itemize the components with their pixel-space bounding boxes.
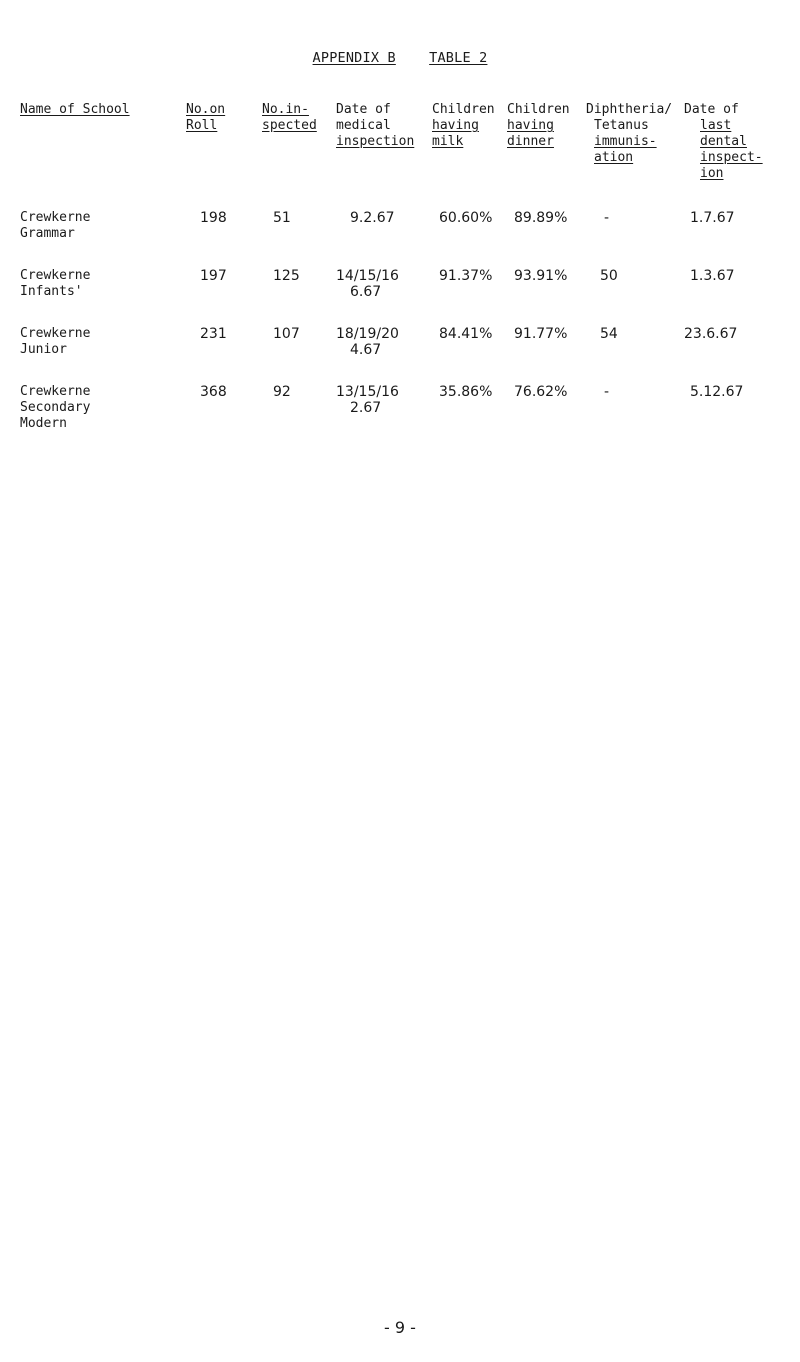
cell-inspected: 125 bbox=[273, 268, 300, 284]
cell-date-medical: 14/15/16 6.67 bbox=[336, 268, 399, 300]
cell-inspected: 107 bbox=[273, 326, 300, 342]
header-date-medical: Date of medical inspection bbox=[336, 102, 415, 149]
cell-dinner: 76.62% bbox=[514, 384, 568, 400]
page-number: - 9 - bbox=[384, 1318, 416, 1337]
cell-dental: 1.3.67 bbox=[690, 268, 735, 284]
header-inspected: No.in- spected bbox=[262, 102, 317, 133]
cell-date-medical: 13/15/16 2.67 bbox=[336, 384, 399, 416]
cell-date-medical: 18/19/20 4.67 bbox=[336, 326, 399, 358]
cell-immunisation: - bbox=[604, 384, 610, 400]
cell-milk: 84.41% bbox=[439, 326, 493, 342]
cell-immunisation: - bbox=[604, 210, 610, 226]
cell-school: Crewkerne Junior bbox=[20, 326, 91, 357]
appendix-label: APPENDIX B bbox=[312, 50, 396, 66]
cell-milk: 35.86% bbox=[439, 384, 493, 400]
cell-dental: 1.7.67 bbox=[690, 210, 735, 226]
cell-dinner: 89.89% bbox=[514, 210, 568, 226]
cell-inspected: 92 bbox=[273, 384, 291, 400]
cell-dinner: 91.77% bbox=[514, 326, 568, 342]
cell-roll: 198 bbox=[200, 210, 227, 226]
header-immunisation: Diphtheria/ Tetanus immunis- ation bbox=[586, 102, 673, 165]
cell-immunisation: 50 bbox=[600, 268, 618, 284]
cell-dental: 5.12.67 bbox=[690, 384, 744, 400]
header-dinner: Children having dinner bbox=[507, 102, 570, 149]
cell-date-medical: 9.2.67 bbox=[350, 210, 395, 226]
cell-immunisation: 54 bbox=[600, 326, 618, 342]
cell-dinner: 93.91% bbox=[514, 268, 568, 284]
header-milk: Children having milk bbox=[432, 102, 495, 149]
cell-milk: 91.37% bbox=[439, 268, 493, 284]
cell-roll: 231 bbox=[200, 326, 227, 342]
cell-roll: 368 bbox=[200, 384, 227, 400]
header-dental: Date of last dental inspect- ion bbox=[684, 102, 763, 181]
cell-milk: 60.60% bbox=[439, 210, 493, 226]
cell-dental: 23.6.67 bbox=[684, 326, 738, 342]
header-school: Name of School bbox=[20, 102, 130, 117]
cell-roll: 197 bbox=[200, 268, 227, 284]
page-title bbox=[0, 50, 800, 66]
header-roll: No.on Roll bbox=[186, 102, 226, 133]
cell-school: Crewkerne Secondary Modern bbox=[20, 384, 91, 431]
cell-school: Crewkerne Grammar bbox=[20, 210, 91, 241]
table-label: TABLE 2 bbox=[429, 50, 488, 66]
cell-school: Crewkerne Infants' bbox=[20, 268, 91, 299]
cell-inspected: 51 bbox=[273, 210, 291, 226]
